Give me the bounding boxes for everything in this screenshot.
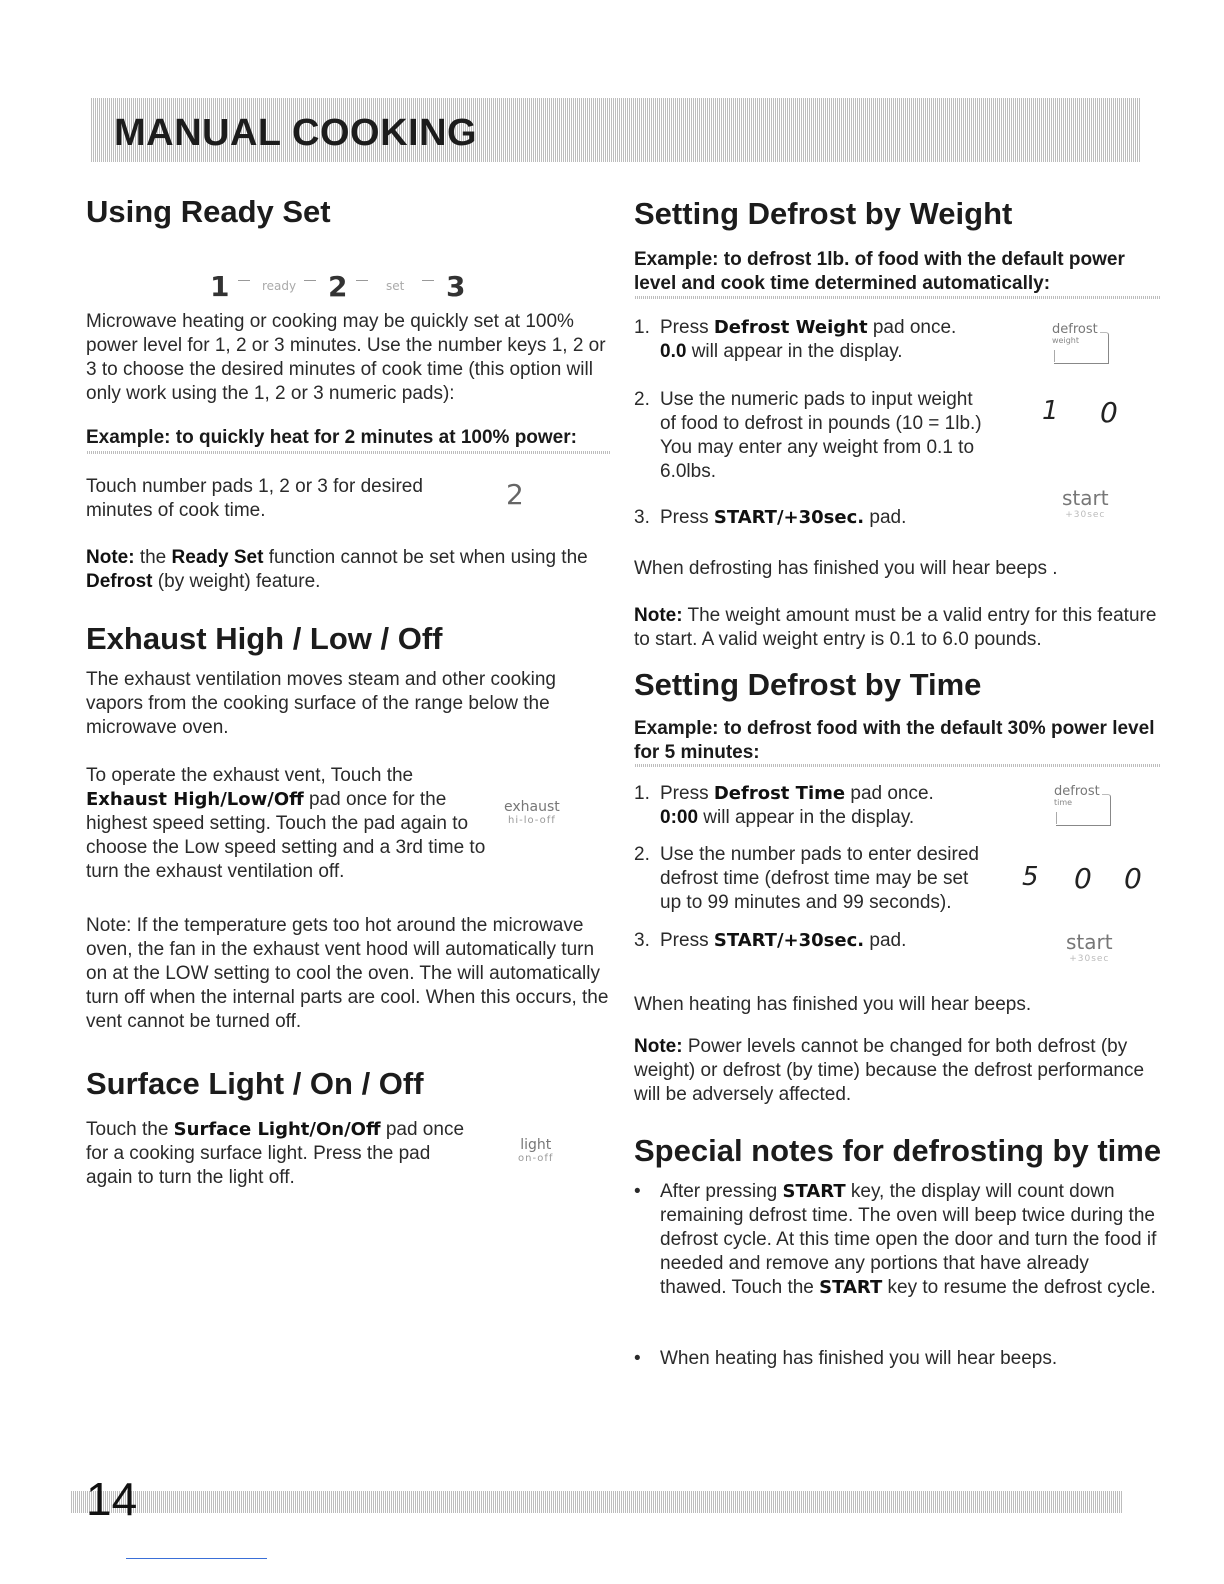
dash-1	[238, 280, 250, 281]
step-1-text-b: pad once.	[845, 783, 934, 804]
note-part-b: function cannot be set when using the	[263, 547, 588, 568]
exhaust-operate-b: pad once for the highest speed setting. Touch the pad again to choose the Low speed setting and a 3rd time to turn the exhaust ventilation off.	[86, 789, 486, 882]
ready-set-intro: Microwave heating or cooking may be quickly set at 100% power level for 1, 2 or 3 minutes. Use the number keys 1, 2 or 3 to choose the desired minutes of cook time (this option will only work using the 1, 2 or 3 numeric pads):	[86, 311, 606, 404]
exhaust-pad	[504, 796, 560, 826]
bullet-1-text-b: key, the display will count down remaining defrost time. The oven will beep twice during the defrost cycle. At this time open the door and turn the food if needed and remove any portions that have already thawed. Touch the	[660, 1181, 1157, 1298]
special-notes-bullet-2	[634, 1347, 1160, 1371]
pad-outline-left	[1054, 350, 1055, 362]
note-label: Note:	[634, 605, 683, 626]
note-part-c: (by weight) feature.	[152, 571, 321, 592]
exhaust-pad-label: exhaust	[504, 799, 560, 815]
defrost-time-example: Example: to defrost food with the default 30% power level for 5 minutes:	[634, 718, 1155, 763]
step-number: 1.	[634, 783, 650, 804]
step-3-text-b: pad.	[864, 507, 907, 528]
defrost-weight-pad-label: defrost	[1052, 322, 1098, 337]
defrost-weight-heading: Setting Defrost by Weight	[634, 196, 1013, 231]
step-1-text-c: will appear in the display.	[686, 341, 903, 362]
surface-light-heading: Surface Light / On / Off	[86, 1066, 424, 1101]
defrost-time-step-1	[634, 782, 1014, 830]
start-pad	[1062, 486, 1109, 520]
start-key-name: START	[782, 1181, 846, 1202]
defrost-time-done: When heating has finished you will hear beeps.	[634, 994, 1032, 1015]
note-ready-set: Ready Set	[171, 547, 264, 568]
defrost-weight-done: When defrosting has finished you will hear beeps .	[634, 558, 1058, 579]
start-pad-label: start	[1062, 486, 1109, 510]
ready-set-diagram	[210, 270, 480, 306]
defrost-time-pad-name: Defrost Time	[713, 783, 846, 804]
display-value: 0.0	[660, 341, 687, 362]
defrost-time-pad-label: defrost	[1054, 784, 1100, 799]
light-pad	[518, 1134, 553, 1164]
defrost-weight-pad	[1052, 322, 1108, 362]
bullet-2-text: When heating has finished you will hear beeps.	[660, 1348, 1058, 1369]
step-3-text-a: Press	[660, 507, 714, 528]
note-defrost: Defrost	[86, 571, 153, 592]
surface-light-pad-name: Surface Light/On/Off	[173, 1119, 381, 1140]
defrost-time-heading: Setting Defrost by Time	[634, 667, 982, 702]
page-number: 14	[86, 1473, 138, 1525]
defrost-time-step-3	[634, 929, 1014, 953]
step-number: 1.	[634, 317, 650, 338]
display-digit-1: 5	[1022, 862, 1039, 892]
defrost-weight-example-rule	[634, 296, 1160, 299]
exhaust-pad-name: Exhaust High/Low/Off	[86, 789, 304, 810]
step-2-text: Use the numeric pads to input weight of food to defrost in pounds (10 = 1lb.) You may enter any weight from 0.1 to 6.0lbs.	[660, 389, 982, 482]
display-digit-2: 0	[1100, 396, 1118, 429]
display-digit-2: 0	[1074, 862, 1092, 895]
light-pad-sub: on-off	[518, 1153, 554, 1164]
bullet-icon: •	[634, 1348, 641, 1369]
footer-bar	[70, 1491, 1122, 1513]
start-pad-name: START/+30sec.	[713, 507, 865, 528]
set-label: set	[386, 279, 405, 293]
defrost-weight-step-2	[634, 388, 990, 484]
step-3-text-a: Press	[660, 930, 714, 951]
defrost-time-example-rule	[634, 764, 1160, 767]
dash-3	[356, 280, 368, 281]
step-number: 2.	[634, 844, 650, 865]
display-value: 0:00	[660, 807, 699, 828]
bullet-1-text-a: After pressing	[660, 1181, 783, 1202]
start-pad	[1066, 930, 1113, 964]
number-pad-2: 2	[506, 478, 524, 511]
footer-underline	[126, 1558, 267, 1559]
start-pad-name: START/+30sec.	[713, 930, 865, 951]
start-pad-sub: +30sec	[1065, 510, 1106, 520]
start-pad-label: start	[1066, 930, 1113, 954]
bullet-1-text-c: key to resume the defrost cycle.	[882, 1277, 1156, 1298]
key-1: 1	[210, 270, 230, 303]
defrost-time-note	[634, 1035, 1160, 1107]
special-notes-bullet-1	[634, 1180, 1160, 1300]
note-label: Note:	[634, 1036, 683, 1057]
surface-light-text-b: pad once for a cooking surface light. Press the pad again to turn the light off.	[86, 1119, 465, 1188]
exhaust-operate-a: To operate the exhaust vent, Touch the	[86, 765, 414, 786]
note-text: Power levels cannot be changed for both defrost (by weight) or defrost (by time) because the defrost performance will be adversely affected.	[634, 1036, 1145, 1105]
note-label: Note:	[86, 547, 135, 568]
ready-set-note	[86, 546, 608, 594]
step-number: 2.	[634, 389, 650, 410]
defrost-time-pad	[1054, 784, 1110, 824]
light-pad-label: light	[520, 1137, 552, 1153]
exhaust-intro: The exhaust ventilation moves steam and other cooking vapors from the cooking surface of the range below the microwave oven.	[86, 669, 556, 738]
ready-set-step: Touch number pads 1, 2 or 3 for desired minutes of cook time.	[86, 476, 423, 521]
exhaust-heading: Exhaust High / Low / Off	[86, 621, 443, 656]
step-number: 3.	[634, 507, 650, 528]
step-2-text: Use the number pads to enter desired defrost time (defrost time may be set up to 99 minutes and 99 seconds).	[660, 844, 979, 913]
dash-4	[422, 280, 434, 281]
defrost-weight-pad-sub: weight	[1052, 336, 1079, 345]
start-key-name: START	[819, 1277, 883, 1298]
note-part-a: the	[134, 547, 172, 568]
step-1-text-a: Press	[660, 317, 714, 338]
step-3-text-b: pad.	[864, 930, 907, 951]
bullet-icon: •	[634, 1181, 641, 1202]
step-1-text-c: will appear in the display.	[698, 807, 915, 828]
ready-set-example: Example: to quickly heat for 2 minutes at 100% power:	[86, 427, 577, 448]
start-pad-sub: +30sec	[1069, 954, 1110, 964]
surface-light-text	[86, 1118, 466, 1190]
page-title: MANUAL COOKING	[114, 112, 478, 154]
defrost-time-step-2	[634, 843, 990, 915]
defrost-time-pad-sub: time	[1054, 798, 1073, 807]
display-digit-3: 0	[1124, 862, 1142, 895]
ready-set-example-rule	[86, 451, 610, 454]
dash-2	[304, 280, 316, 281]
defrost-weight-pad-name: Defrost Weight	[713, 317, 868, 338]
defrost-weight-step-3	[634, 506, 1014, 530]
ready-set-heading: Using Ready Set	[86, 194, 331, 229]
title-banner	[90, 98, 1140, 162]
defrost-weight-example: Example: to defrost 1lb. of food with the default power level and cook time determined automatically:	[634, 249, 1125, 294]
defrost-weight-note	[634, 604, 1160, 652]
exhaust-pad-sub: hi-lo-off	[508, 815, 556, 826]
pad-outline-left	[1056, 812, 1057, 824]
step-1-text-a: Press	[660, 783, 714, 804]
special-notes-heading: Special notes for defrosting by time	[634, 1133, 1162, 1168]
defrost-weight-step-1	[634, 316, 1014, 364]
exhaust-note: Note: If the temperature gets too hot around the microwave oven, the fan in the exhaust vent hood will automatically turn on at the LOW setting to cool the oven. The will automatically turn off when the internal parts are cool. When this occurs, the vent cannot be turned off.	[86, 915, 609, 1032]
key-3: 3	[446, 270, 466, 303]
surface-light-text-a: Touch the	[86, 1119, 174, 1140]
exhaust-operate	[86, 764, 486, 884]
key-2: 2	[328, 270, 348, 303]
step-1-text-b: pad once.	[867, 317, 957, 338]
display-digit-1: 1	[1042, 396, 1059, 426]
ready-label: ready	[262, 279, 297, 293]
step-number: 3.	[634, 930, 650, 951]
note-text: The weight amount must be a valid entry for this feature to start. A valid weight entry is 0.1 to 6.0 pounds.	[634, 605, 1157, 650]
